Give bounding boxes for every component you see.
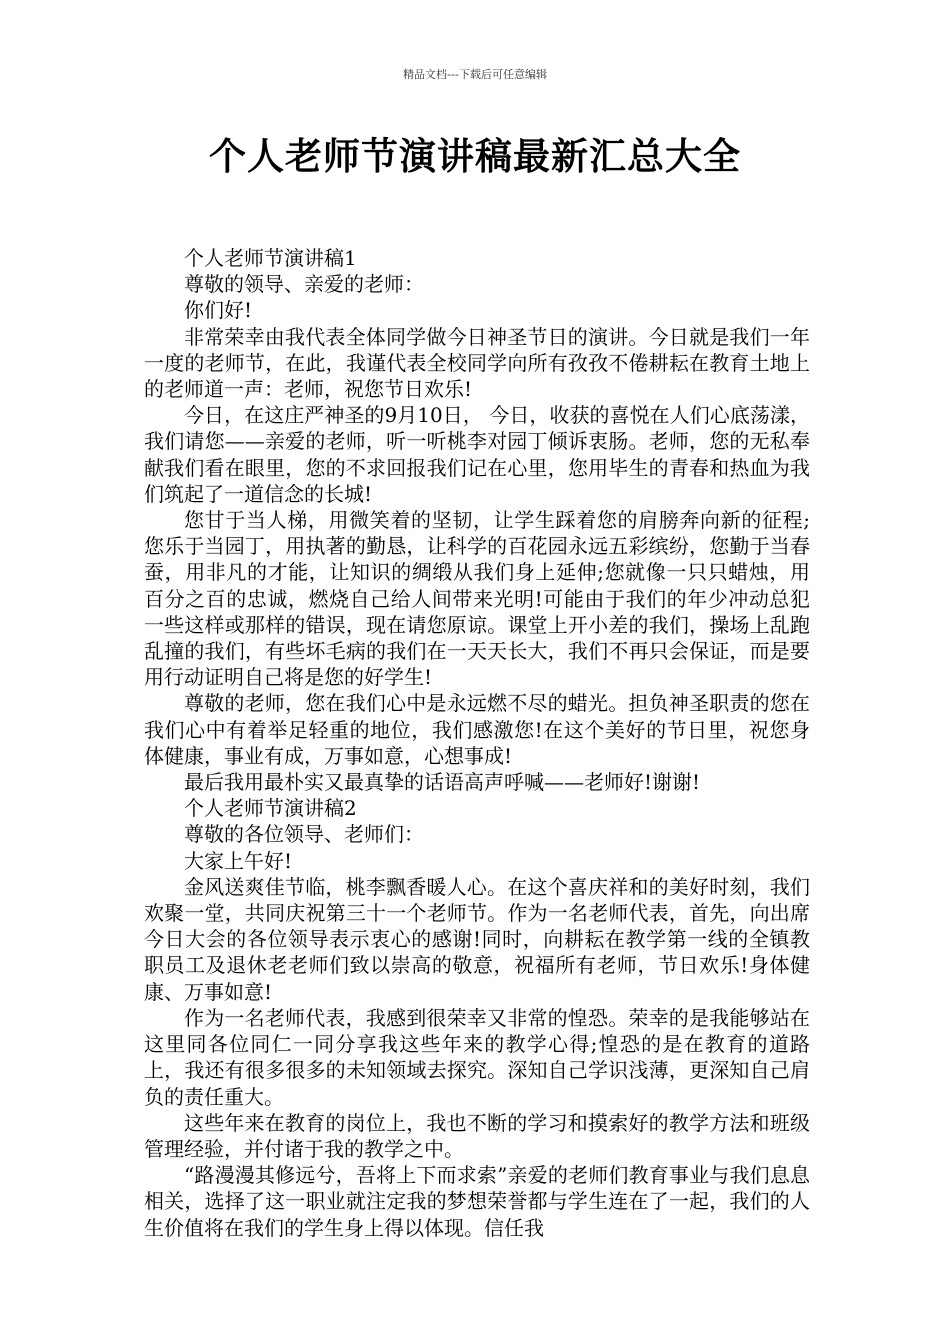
paragraph: 个人老师节演讲稿1 <box>184 246 357 270</box>
paragraph: 金风送爽佳节临，桃李飘香暖人心。在这个喜庆祥和的美好时刻，我们欢聚一堂，共同庆祝第三十一个老师节。作为一名老师代表，首先，向出席今日大会的各位领导表示衷心的感谢!同时，向耕耘在教学第一线的全镇教职员工及退休老老师们致以崇高的敬意，祝福所有老师，节日欢乐!身体健康、万事如意! <box>144 874 810 1004</box>
paragraph: 你们好! <box>184 298 253 323</box>
document-title: 个人老师节演讲稿最新汇总大全 <box>209 135 741 178</box>
paragraph: 您甘于当人梯，用微笑着的坚韧，让学生踩着您的肩膀奔向新的征程;您乐于当园丁，用执著的勤恳，让科学的百花园永远五彩缤纷，您勤于当春蚕，用非凡的才能，让知识的绸缎从我们身上延伸;您就像一只只蜡烛，用百分之百的忠诚，燃烧自己给人间带来光明!可能由于我们的年少冲动总犯一些这样或那样的错误，现在请您原谅。课堂上开小差的我们，操场上乱跑乱撞的我们，有些坏毛病的我们在一天天长大，我们不再只会保证，而是要用行动证明自己将是您的好学生! <box>144 508 810 690</box>
paragraph: 这些年来在教育的岗位上，我也不断的学习和摸索好的教学方法和班级管理经验，并付诸于我的教学之中。 <box>144 1110 810 1161</box>
document-body <box>144 245 810 1241</box>
paragraph: 非常荣幸由我代表全体同学做今日神圣节日的演讲。今日就是我们一年一度的老师节，在此，我谨代表全校同学向所有孜孜不倦耕耘在教育土地上的老师道一声：老师，祝您节日欢乐! <box>144 324 810 402</box>
paragraph: 个人老师节演讲稿2 <box>184 796 357 821</box>
paragraph: “路漫漫其修远兮，吾将上下而求索”亲爱的老师们教育事业与我们息息相关，选择了这一职业就注定我的梦想荣誉都与学生连在了一起，我们的人生价值将在我们的学生身上得以体现。信任我 <box>144 1163 810 1240</box>
paragraph: 尊敬的领导、亲爱的老师： <box>184 272 424 297</box>
paragraph: 作为一名老师代表，我感到很荣幸又非常的惶恐。荣幸的是我能够站在这里同各位同仁一同分享我这些年来的教学心得;惶恐的是在教育的道路上，我还有很多很多的未知领域去探究。深知自己学识浅薄，更深知自己肩负的责任重大。 <box>144 1005 810 1109</box>
paragraph: 尊敬的各位领导、老师们： <box>184 822 424 847</box>
paragraph: 尊敬的老师，您在我们心中是永远燃不尽的蜡光。担负神圣职责的您在我们心中有着举足轻重的地位，我们感激您!在这个美好的节日里，祝您身体健康，事业有成，万事如意，心想事成! <box>144 691 810 768</box>
paragraph: 今日，在这庄严神圣的9月10日， 今日，收获的喜悦在人们心底荡漾，我们请您——亲爱的老师，听一听桃李对园丁倾诉衷肠。老师，您的无私奉献我们看在眼里，您的不求回报我们记在心里，您用毕生的青春和热血为我们筑起了一道信念的长城! <box>144 403 810 506</box>
paragraph: 最后我用最朴实又最真挚的话语高声呼喊——老师好!谢谢! <box>184 770 701 795</box>
paragraph: 大家上午好! <box>184 848 293 873</box>
page-header-note: 精品文档---下载后可任意编辑 <box>403 68 547 81</box>
